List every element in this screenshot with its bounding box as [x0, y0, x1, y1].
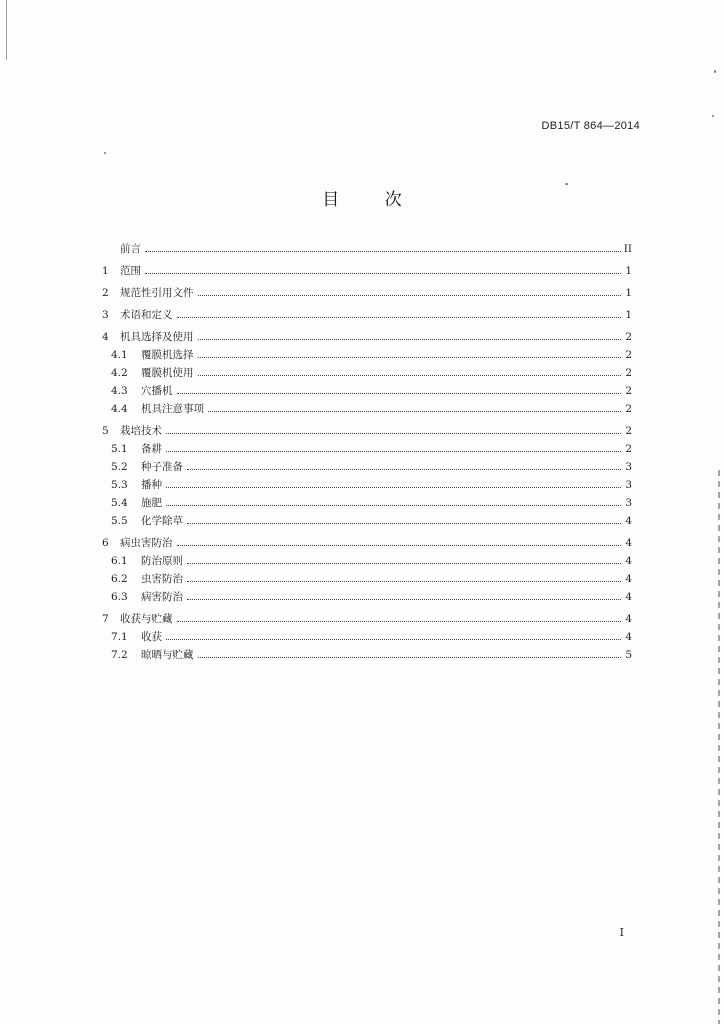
toc-leader-dots [198, 295, 622, 296]
toc-leader-dots [198, 657, 622, 658]
toc-entry-number: 4.3 [111, 385, 128, 397]
toc-entry[interactable] [102, 534, 632, 552]
toc-leader-dots [166, 433, 621, 434]
toc-entry-number: 4.1 [111, 349, 128, 361]
table-of-contents [102, 240, 632, 664]
toc-entry-number: 5 [102, 425, 109, 437]
toc-entry-number: 3 [102, 309, 109, 321]
toc-entry-page: 1 [625, 309, 632, 321]
toc-entry-number: 6.2 [111, 573, 128, 585]
toc-entry[interactable] [102, 512, 632, 530]
toc-entry-number: 5.3 [111, 479, 128, 491]
toc-entry-title: 机具选择及使用 [120, 331, 194, 343]
toc-entry-title: 穴播机 [141, 385, 173, 397]
toc-leader-dots [198, 357, 622, 358]
toc-leader-dots [177, 621, 622, 622]
toc-entry-number: 6 [102, 537, 109, 549]
toc-entry[interactable] [102, 628, 632, 646]
toc-entry-page: 4 [625, 555, 632, 567]
toc-entry[interactable] [102, 400, 632, 418]
toc-entry-page: II [623, 243, 632, 255]
toc-leader-dots [177, 317, 622, 318]
toc-entry-page: 3 [625, 479, 632, 491]
scan-edge-right [718, 470, 720, 1024]
toc-entry-title: 术语和定义 [120, 309, 173, 321]
toc-entry-title: 覆膜机选择 [141, 349, 194, 361]
toc-entry-title: 防治原则 [141, 555, 183, 567]
toc-leader-dots [208, 411, 621, 412]
toc-entry[interactable] [102, 458, 632, 476]
toc-entry[interactable] [102, 646, 632, 664]
toc-entry-title: 病害防治 [141, 591, 183, 603]
toc-leader-dots [177, 545, 622, 546]
toc-entry-number: 6.1 [111, 555, 128, 567]
toc-leader-dots [187, 599, 621, 600]
toc-entry-number: 5.1 [111, 443, 128, 455]
toc-entry-title: 种子准备 [141, 461, 183, 473]
toc-entry[interactable] [102, 610, 632, 628]
toc-entry-title: 收获与贮藏 [120, 613, 173, 625]
toc-entry-title: 范围 [120, 265, 141, 277]
toc-entry-number: 7.2 [111, 649, 128, 661]
toc-entry[interactable] [102, 364, 632, 382]
toc-entry-page: 5 [625, 649, 632, 661]
toc-entry[interactable] [102, 552, 632, 570]
toc-entry-number: 7 [102, 613, 109, 625]
toc-entry-page: 2 [625, 425, 632, 437]
toc-entry-title: 收获 [141, 631, 162, 643]
toc-entry[interactable] [102, 262, 632, 280]
scan-speck [712, 115, 714, 117]
toc-leader-dots [145, 251, 621, 252]
toc-leader-dots [187, 563, 621, 564]
toc-entry-title: 机具注意事项 [141, 403, 204, 415]
toc-entry[interactable] [102, 328, 632, 346]
toc-entry-number: 4.2 [111, 367, 128, 379]
toc-entry-page: 4 [625, 613, 632, 625]
scan-edge-left [6, 0, 7, 60]
toc-entry[interactable] [102, 476, 632, 494]
toc-entry-number: 5.4 [111, 497, 128, 509]
toc-entry-title: 病虫害防治 [120, 537, 173, 549]
toc-leader-dots [187, 581, 621, 582]
toc-leader-dots [177, 393, 622, 394]
toc-entry-number: 6.3 [111, 591, 128, 603]
toc-entry-title: 施肥 [141, 497, 162, 509]
toc-entry-page: 4 [625, 591, 632, 603]
toc-leader-dots [145, 273, 621, 274]
toc-entry-number: 4.4 [111, 403, 128, 415]
toc-entry-number: 7.1 [111, 631, 128, 643]
toc-entry-title: 前言 [120, 243, 141, 255]
toc-leader-dots [198, 339, 622, 340]
toc-entry-page: 1 [625, 265, 632, 277]
page-number: I [619, 926, 624, 939]
toc-entry-page: 4 [625, 537, 632, 549]
toc-entry-title: 规范性引用文件 [120, 287, 194, 299]
toc-title: 目 次 [322, 190, 422, 210]
toc-entry[interactable] [102, 240, 632, 258]
toc-entry-page: 2 [625, 443, 632, 455]
toc-leader-dots [166, 451, 621, 452]
toc-leader-dots [187, 469, 621, 470]
toc-entry-page: 4 [625, 573, 632, 585]
toc-leader-dots [166, 487, 621, 488]
toc-entry[interactable] [102, 346, 632, 364]
document-code: DB15/T 864—2014 [541, 120, 640, 132]
toc-entry-page: 2 [625, 403, 632, 415]
toc-entry-page: 2 [625, 367, 632, 379]
toc-entry-page: 3 [625, 497, 632, 509]
toc-entry-number: 5.2 [111, 461, 128, 473]
toc-entry-number: 2 [102, 287, 109, 299]
toc-entry[interactable] [102, 494, 632, 512]
toc-entry[interactable] [102, 306, 632, 324]
toc-entry[interactable] [102, 570, 632, 588]
toc-entry-number: 5.5 [111, 515, 128, 527]
toc-entry-title: 晾晒与贮藏 [141, 649, 194, 661]
toc-entry-title: 栽培技术 [120, 425, 162, 437]
toc-entry[interactable] [102, 588, 632, 606]
toc-entry-number: 4 [102, 331, 109, 343]
toc-entry-title: 播种 [141, 479, 162, 491]
toc-entry-page: 1 [625, 287, 632, 299]
scan-speck [104, 152, 106, 154]
toc-entry[interactable] [102, 284, 632, 302]
toc-leader-dots [166, 639, 621, 640]
scan-speck [714, 70, 716, 73]
toc-leader-dots [187, 523, 621, 524]
toc-entry[interactable] [102, 382, 632, 400]
toc-entry-number: 1 [102, 265, 109, 277]
toc-entry-page: 2 [625, 349, 632, 361]
toc-entry-title: 化学除草 [141, 515, 183, 527]
toc-entry-title: 覆膜机使用 [141, 367, 194, 379]
toc-entry[interactable] [102, 440, 632, 458]
toc-leader-dots [166, 505, 621, 506]
toc-entry-page: 3 [625, 461, 632, 473]
toc-entry-page: 4 [625, 515, 632, 527]
toc-leader-dots [198, 375, 622, 376]
toc-entry-page: 4 [625, 631, 632, 643]
toc-entry-title: 备耕 [141, 443, 162, 455]
toc-entry-page: 2 [625, 385, 632, 397]
toc-entry-title: 虫害防治 [141, 573, 183, 585]
toc-entry-page: 2 [625, 331, 632, 343]
toc-entry[interactable] [102, 422, 632, 440]
